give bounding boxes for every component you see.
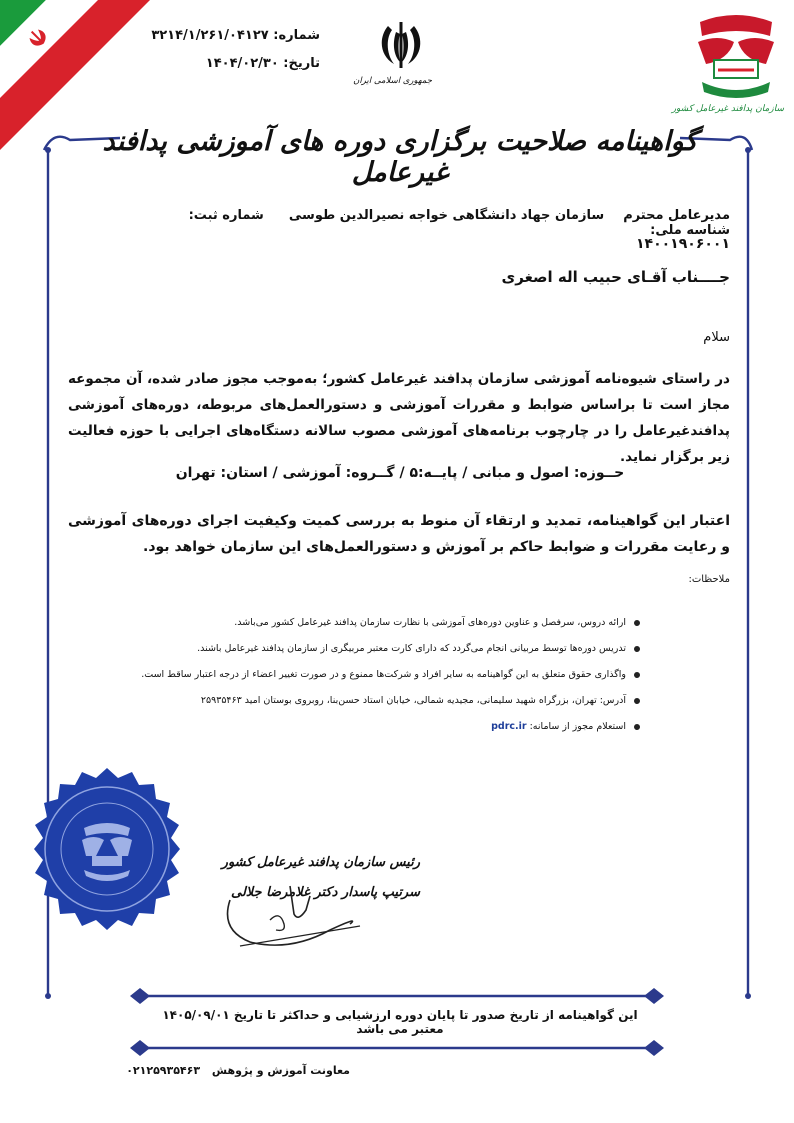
note-item: واگذاری حقوق متعلق به این گواهینامه به سایر افراد و شرکت‌ها ممنوع و در صورت تغییر اعضاء از درجه اعتبار ساقط است. [120,662,640,688]
footer [110,1064,350,1077]
body-paragraph-1: در راستای شیوه‌نامه آموزشی سازمان پدافند غیرعامل کشور؛ به‌موجب مجوز صادر شده، آن مجموعه مجاز است تا براساس ضوابط و مقررات آموزشی و دستورالعمل‌های مربوطه، دوره‌های آموزشی پدافندغیرعامل را در چارچوب برنامه‌های آموزشی مصوب سالانه دستگاه‌های اجرایی با حوزه فعالیت زیر برگزار نماید. [68,371,730,465]
national-id-label: شناسه ملی: [650,223,730,238]
note-item: تدریس دوره‌ها توسط مربیانی انجام می‌گردد که دارای کارت معتبر مربیگری از سازمان پدافند غیرعامل باشند. [120,636,640,662]
inquiry-link[interactable]: pdrc.ir [491,721,527,732]
notes-list [120,610,640,740]
note-item-inquiry [120,714,640,740]
activity-domain-line: حــوزه: اصول و مبانی / پایــه:۵ / گــروه: آموزشی / استان: تهران [175,465,625,481]
addressee-line [60,208,730,238]
handwritten-signature [210,880,370,960]
national-emblem [353,20,432,92]
note-item: ارائه دروس، سرفصل و عناوین دوره‌های آموزشی با نظارت سازمان پدافند غیرعامل کشور می‌باشد. [120,610,640,636]
notes-label: ملاحظات: [688,574,730,585]
body-paragraph-2: اعتبار این گواهینامه، تمدید و ارتقاء آن منوط به بررسی کمیت وکیفیت اجرای دوره‌های آموزشی و رعایت مقررات و ضوابط حاکم بر آموزش و دستورالعمل‌های این سازمان خواهد بود. [68,513,730,555]
greeting: سلام [703,330,730,345]
letter-number-row [120,22,320,50]
footer-phone: ۰۲۱۲۵۹۳۵۴۶۳ [126,1064,201,1077]
letter-meta [120,22,320,78]
org-logo [671,8,784,120]
signatory-name: سرتیپ پاسدار دکتر غلامرضا جلالی [230,885,420,900]
official-seal [22,764,192,934]
note-item: آدرس: تهران، بزرگراه شهید سلیمانی، مجیدیه شمالی، خیابان استاد حسن‌بنا، روبروی بوستان امید ۲۵۹۳۵۴۶۳ [120,688,640,714]
emblem-caption: جمهوری اسلامی ایران [353,76,432,86]
iran-emblem-icon [370,20,432,72]
letter-number-label: شماره: [273,28,320,43]
footer-dept: معاونت آموزش و پژوهش [211,1064,350,1077]
manager-label: مدیرعامل محترم [623,208,730,223]
org-logo-icon [688,8,784,100]
letter-date-row [120,50,320,78]
org-logo-caption: سازمان پدافند غیرعامل کشور [671,104,784,114]
national-id-value: ۱۴۰۰۱۹۰۶۰۰۱ [636,236,730,252]
letter-date-label: تاریخ: [283,56,320,71]
validity-line: این گواهینامه از تاریخ صدور تا پایان دوره ارزشیابی و حداکثر تا تاریخ ۱۴۰۵/۰۹/۰۱ معتبر می باشد [162,1008,638,1036]
org-name: سازمان جهاد دانشگاهی خواجه نصیرالدین طوسی [288,208,605,223]
registration-label: شماره ثبت: [188,208,264,223]
certificate-title: گواهینامه صلاحیت برگزاری دوره های آموزشی پدافند غیرعامل [102,126,698,188]
signatory-title: رئیس سازمان پدافند غیرعامل کشور [221,855,420,870]
letter-number-value: ۳۲۱۴/۱/۲۶۱/۰۴۱۲۷ [151,28,269,43]
inquiry-prefix: استعلام مجوز از سامانه: [529,721,626,732]
recipient-name: جــــناب آقـای حبیب اله اصغری [501,268,730,286]
letter-date-value: ۱۴۰۴/۰۲/۳۰ [205,56,279,71]
